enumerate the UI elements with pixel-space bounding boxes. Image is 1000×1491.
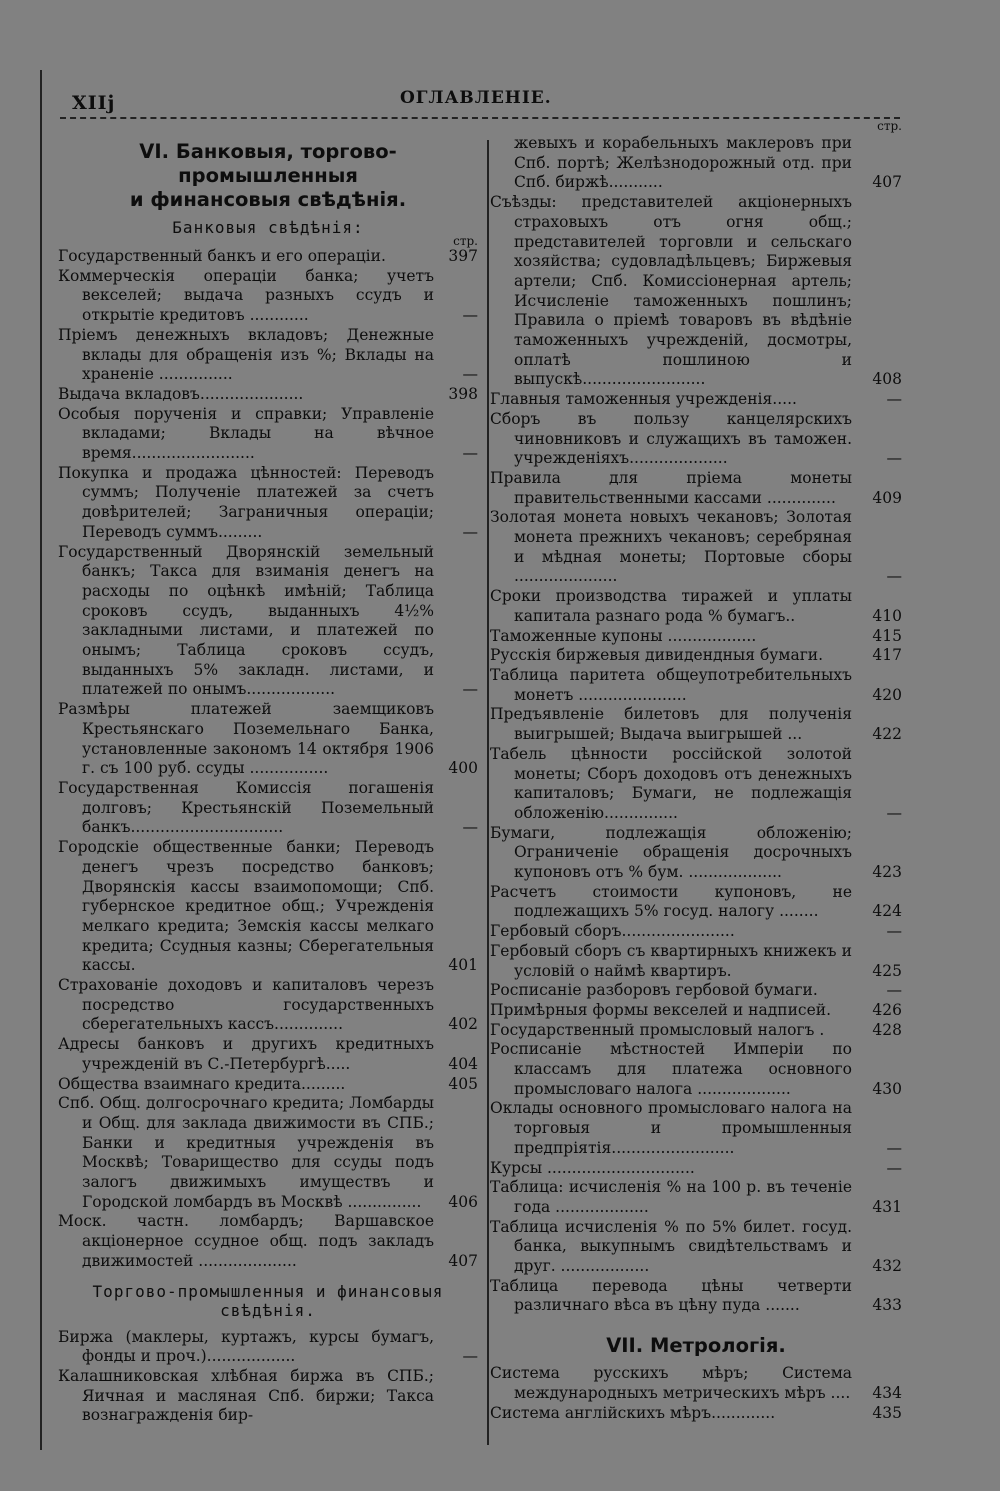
toc-entry-page: —	[462, 365, 478, 384]
toc-entry	[490, 745, 902, 824]
toc-entry	[490, 981, 902, 1001]
toc-entry-text: Росписаніе мѣстностей Имперіи по классамъ для платежа основного промысловаго налога ...................	[490, 1040, 852, 1098]
toc-entry-text: Выдача вкладовъ.....................	[58, 384, 304, 403]
toc-entry	[58, 976, 478, 1035]
toc-entry-text: Сборъ въ пользу канцелярскихъ чиновниковъ и служащихъ въ таможен. учрежденіяхъ....................	[490, 409, 852, 468]
toc-entry-page: 432	[872, 1257, 902, 1276]
toc-entry	[490, 508, 902, 587]
subsection-title-banking: Банковыя свѣдѣнія:	[172, 218, 364, 237]
toc-entry	[490, 134, 902, 193]
toc-entry	[490, 883, 902, 922]
toc-entry-text: Размѣры платежей заемщиковъ Крестьянскаго Поземельнаго Банка, установленные закономъ 14 октября 1906 г. съ 100 руб. ссуды ................	[58, 700, 434, 778]
toc-entry	[490, 666, 902, 705]
toc-list-trade	[58, 1328, 478, 1427]
right-column	[490, 119, 902, 1423]
toc-entry-page: —	[886, 390, 902, 409]
toc-entry-page: 434	[872, 1383, 902, 1402]
toc-list-banking	[58, 247, 478, 1272]
toc-entry-text: Таблица: исчисленія % на 100 р. въ теченіе года ...................	[490, 1178, 852, 1216]
toc-entry	[490, 627, 902, 647]
toc-entry-page: 401	[448, 956, 478, 975]
toc-entry	[490, 390, 902, 410]
toc-entry-page: 435	[872, 1403, 902, 1422]
toc-entry-page: 433	[872, 1296, 902, 1315]
toc-entry-page: —	[462, 680, 478, 699]
toc-entry	[490, 1001, 902, 1021]
toc-entry	[490, 646, 902, 666]
toc-entry-page: —	[462, 522, 478, 541]
header-rule	[60, 117, 900, 119]
toc-entry-page: —	[886, 1138, 902, 1157]
toc-entry-page: —	[886, 981, 902, 1000]
subsection-title-trade: Торгово-промышленныя и финансовыя свѣдѣнія.	[92, 1281, 444, 1320]
toc-entry	[58, 385, 478, 405]
toc-entry	[58, 267, 478, 326]
section-title	[58, 140, 478, 212]
toc-entry-page: 417	[872, 646, 902, 665]
toc-entry-page: 425	[872, 961, 902, 980]
toc-entry	[490, 1364, 902, 1403]
toc-entry-text: Коммерческія операціи банка; учетъ векселей; выдача разныхъ ссудъ и открытіе кредитовъ ............	[58, 266, 434, 325]
toc-entry-page: 431	[872, 1197, 902, 1216]
toc-entry-text: Городскіе общественные банки; Переводъ денегъ чрезъ посредство банковъ; Дворянскія кассы взаимопомощи; Спб. губернское кредитное общ.; Учрежденія мелкаго кредита; Земскія кассы мелкаго кредита; Ссудныя казны; Сберегательныя кассы.	[58, 838, 434, 975]
toc-entry-text: Золотая монета новыхъ чекановъ; Золотая монета прежнихъ чекановъ; серебряная и мѣдная монеты; Портовые сборы .....................	[490, 508, 852, 586]
toc-entry	[490, 193, 902, 390]
toc-entry-text: Курсы ..............................	[490, 1158, 695, 1177]
toc-entry	[490, 1277, 902, 1316]
toc-entry-page: —	[462, 1347, 478, 1366]
toc-entry-page: —	[886, 567, 902, 586]
toc-entry-text: Оклады основного промысловаго налога на торговыя и промышленныя предпріятія.........................	[490, 1099, 852, 1157]
section-title-line-2: и финансовыя свѣдѣнія.	[129, 188, 407, 211]
toc-entry-text: Калашниковская хлѣбная биржа въ СПБ.; Яичная и масляная Спб. биржи; Такса вознагражденія бир-	[58, 1366, 434, 1425]
left-column	[58, 138, 478, 1426]
toc-entry-text: Государственный Дворянскій земельный банкъ; Такса для взиманія денегъ на расходы по оцѣнкѣ имѣній; Таблица сроковъ ссудъ, выданныхъ 4½% закладными листами, и платежей по онымъ; Таблица сроковъ ссудъ, выданныхъ 5% закладн. листами, и платежей по онымъ..................	[58, 542, 434, 699]
toc-entry-text: Государственный банкъ и его операціи.	[58, 247, 386, 265]
toc-entry	[58, 1367, 478, 1426]
toc-entry-text: Государственный промысловый налогъ .	[490, 1020, 825, 1039]
toc-entry	[490, 1404, 902, 1424]
toc-entry	[490, 942, 902, 981]
toc-entry	[58, 247, 478, 267]
toc-entry-text: Примѣрныя формы векселей и надписей.	[490, 1000, 832, 1019]
toc-entry-text: Предъявленіе билетовъ для полученія выигрышей; Выдача выигрышей ...	[490, 705, 852, 744]
toc-entry	[58, 1035, 478, 1074]
toc-entry-text: Главныя таможенныя учрежденія.....	[490, 390, 797, 409]
toc-entry	[490, 1021, 902, 1041]
toc-entry-text: Таблица исчисленія % по 5% билет. госуд. банка, выкупнымъ свидѣтельствамъ и друг. ..................	[490, 1217, 852, 1276]
toc-entry-text: Бумаги, подлежащія обложенію; Ограниченіе обращенія досрочныхъ купоновъ отъ % бум. ...................	[490, 823, 852, 882]
toc-entry-text: Таблица перевода цѣны четверти различнаго вѣса въ цѣну пуда .......	[490, 1276, 852, 1315]
toc-entry-page: 407	[872, 173, 902, 192]
toc-entry	[490, 410, 902, 469]
toc-entry-page: —	[886, 803, 902, 822]
toc-entry	[58, 1212, 478, 1271]
toc-entry-text: Росписаніе разборовъ гербовой бумаги.	[490, 981, 818, 1000]
toc-entry-page: 400	[448, 759, 478, 778]
page-column-label: стр.	[453, 234, 478, 248]
toc-entry-text: Адресы банковъ и другихъ кредитныхъ учрежденій въ С.-Петербургѣ.....	[58, 1035, 434, 1073]
toc-entry-text: жевыхъ и корабельныхъ маклеровъ при Спб. портѣ; Желѣзнодорожный отд. при Спб. биржѣ...........	[514, 134, 852, 192]
toc-entry-text: Спб. Общ. долгосрочнаго кредита; Ломбарды и Общ. для заклада движимости въ СПБ.; Банки и кредитныя учрежденія въ Москвѣ; Товарищество для ссуды подъ залогъ движимыхъ имуществъ и Городской ломбардъ въ Москвѣ ...............	[58, 1094, 434, 1211]
toc-entry	[58, 779, 478, 838]
toc-entry-page: 420	[872, 685, 902, 704]
toc-entry-page: —	[462, 444, 478, 463]
toc-entry-text: Биржа (маклеры, куртажъ, курсы бумагъ, фонды и проч.)..................	[58, 1327, 434, 1366]
toc-entry-text: Страхованіе доходовъ и капиталовъ черезъ посредство государственныхъ сберегательныхъ кассъ..............	[58, 976, 434, 1034]
toc-entry-text: Государственная Комиссія погашенія долговъ; Крестьянскій Поземельный банкъ...............................	[58, 778, 434, 837]
toc-entry	[58, 326, 478, 385]
toc-entry-text: Табель цѣнности россійской золотой монеты; Сборъ доходовъ отъ денежныхъ капиталовъ; Бумаги, не подлежащія обложенію...............	[490, 744, 852, 822]
toc-entry-text: Система русскихъ мѣръ; Система международныхъ метрическихъ мѣръ ....	[490, 1364, 852, 1402]
toc-entry	[490, 1178, 902, 1217]
toc-entry-page: 398	[448, 384, 478, 403]
left-border-rule	[40, 70, 42, 1450]
toc-entry-page: —	[462, 818, 478, 837]
section-title-metrology: VII. Метрологія.	[606, 1334, 786, 1358]
toc-entry-page: 409	[872, 488, 902, 507]
toc-entry-text: Моск. частн. ломбардъ; Варшавское акціонерное ссудное общ. подъ закладъ движимостей ....................	[58, 1212, 434, 1270]
toc-entry-page: 405	[448, 1074, 478, 1093]
toc-entry-page: 410	[872, 606, 902, 625]
section-title-line-1: VI. Банковыя, торгово-промышленныя	[139, 140, 397, 187]
toc-entry	[58, 700, 478, 779]
toc-entry-page: 407	[448, 1251, 478, 1270]
toc-entry-page: 430	[872, 1079, 902, 1098]
toc-entry-page: 422	[872, 725, 902, 744]
toc-entry	[58, 405, 478, 464]
toc-entry-text: Гербовый сборъ съ квартирныхъ книжекъ и условій о наймѣ квартиръ.	[490, 941, 852, 980]
toc-entry-page: 426	[872, 1000, 902, 1019]
page-column-label: стр.	[877, 119, 902, 133]
toc-entry-text: Общества взаимнаго кредита.........	[58, 1074, 346, 1093]
running-title: ОГЛАВЛЕНІЕ.	[400, 88, 552, 108]
toc-entry-page: —	[886, 1158, 902, 1177]
toc-entry-text: Русскія биржевыя дивидендныя бумаги.	[490, 646, 824, 665]
toc-entry-page: 408	[872, 370, 902, 389]
toc-entry-text: Сроки производства тиражей и уплаты капитала разнаго рода % бумагъ..	[490, 587, 852, 625]
toc-entry-text: Расчетъ стоимости купоновъ, не подлежащихъ 5% госуд. налогу ........	[490, 882, 852, 921]
toc-entry-text: Гербовый сборъ.......................	[490, 922, 735, 941]
toc-entry-page: —	[886, 449, 902, 468]
toc-entry	[58, 1075, 478, 1095]
toc-entry	[58, 1094, 478, 1212]
toc-entry-text: Система англійскихъ мѣръ.............	[490, 1403, 776, 1422]
toc-entry	[490, 1099, 902, 1158]
toc-entry-text: Покупка и продажа цѣнностей: Переводъ суммъ; Полученіе платежей за счетъ довѣрителей; Заграничныя операціи; Переводъ суммъ.........	[58, 463, 434, 541]
column-divider-rule	[487, 140, 489, 1445]
toc-entry	[58, 464, 478, 543]
toc-entry-page: 404	[448, 1054, 478, 1073]
toc-entry	[58, 838, 478, 976]
toc-entry-page: 428	[872, 1020, 902, 1039]
toc-entry-text: Таможенные купоны ..................	[490, 626, 757, 645]
toc-entry	[490, 824, 902, 883]
toc-entry-text: Правила для пріема монеты правительственными кассами ..............	[490, 468, 852, 507]
toc-list-right	[490, 134, 902, 1316]
toc-entry	[490, 922, 902, 942]
toc-entry-page: 402	[448, 1015, 478, 1034]
toc-entry	[490, 1218, 902, 1277]
toc-entry	[58, 543, 478, 701]
toc-entry	[490, 1159, 902, 1179]
toc-entry-page: 424	[872, 902, 902, 921]
toc-entry-page: —	[462, 306, 478, 325]
toc-entry	[58, 1328, 478, 1367]
toc-entry-page: 406	[448, 1192, 478, 1211]
page-number: XIIj	[72, 92, 116, 114]
toc-list-metrology	[490, 1364, 902, 1423]
toc-entry	[490, 469, 902, 508]
toc-entry-page: 423	[872, 863, 902, 882]
toc-entry-page: 397	[448, 247, 478, 265]
toc-entry	[490, 1040, 902, 1099]
toc-entry-text: Особыя порученія и справки; Управленіе вкладами; Вклады на вѣчное время.........................	[58, 404, 434, 463]
toc-entry-page: —	[886, 922, 902, 941]
toc-entry	[490, 587, 902, 626]
toc-entry	[490, 705, 902, 744]
toc-entry-text: Пріемъ денежныхъ вкладовъ; Денежные вклады для обращенія изъ %; Вклады на храненіе ...............	[58, 325, 434, 384]
toc-entry-text: Таблица паритета общеупотребительныхъ монетъ ......................	[490, 665, 852, 704]
toc-entry-text: Съѣзды: представителей акціонерныхъ страховыхъ отъ огня общ.; представителей торговли и сельскаго хозяйства; судовладѣльцевъ; Биржевыя артели; Спб. Комиссіонерная артель; Исчисленіе таможенныхъ пошлинъ; Правила о пріемѣ товаровъ въ вѣдѣніе таможенныхъ учрежденій, досмотры, оплатѣ пошлиною и выпускѣ.........................	[490, 193, 852, 389]
toc-entry-page: 415	[872, 626, 902, 645]
